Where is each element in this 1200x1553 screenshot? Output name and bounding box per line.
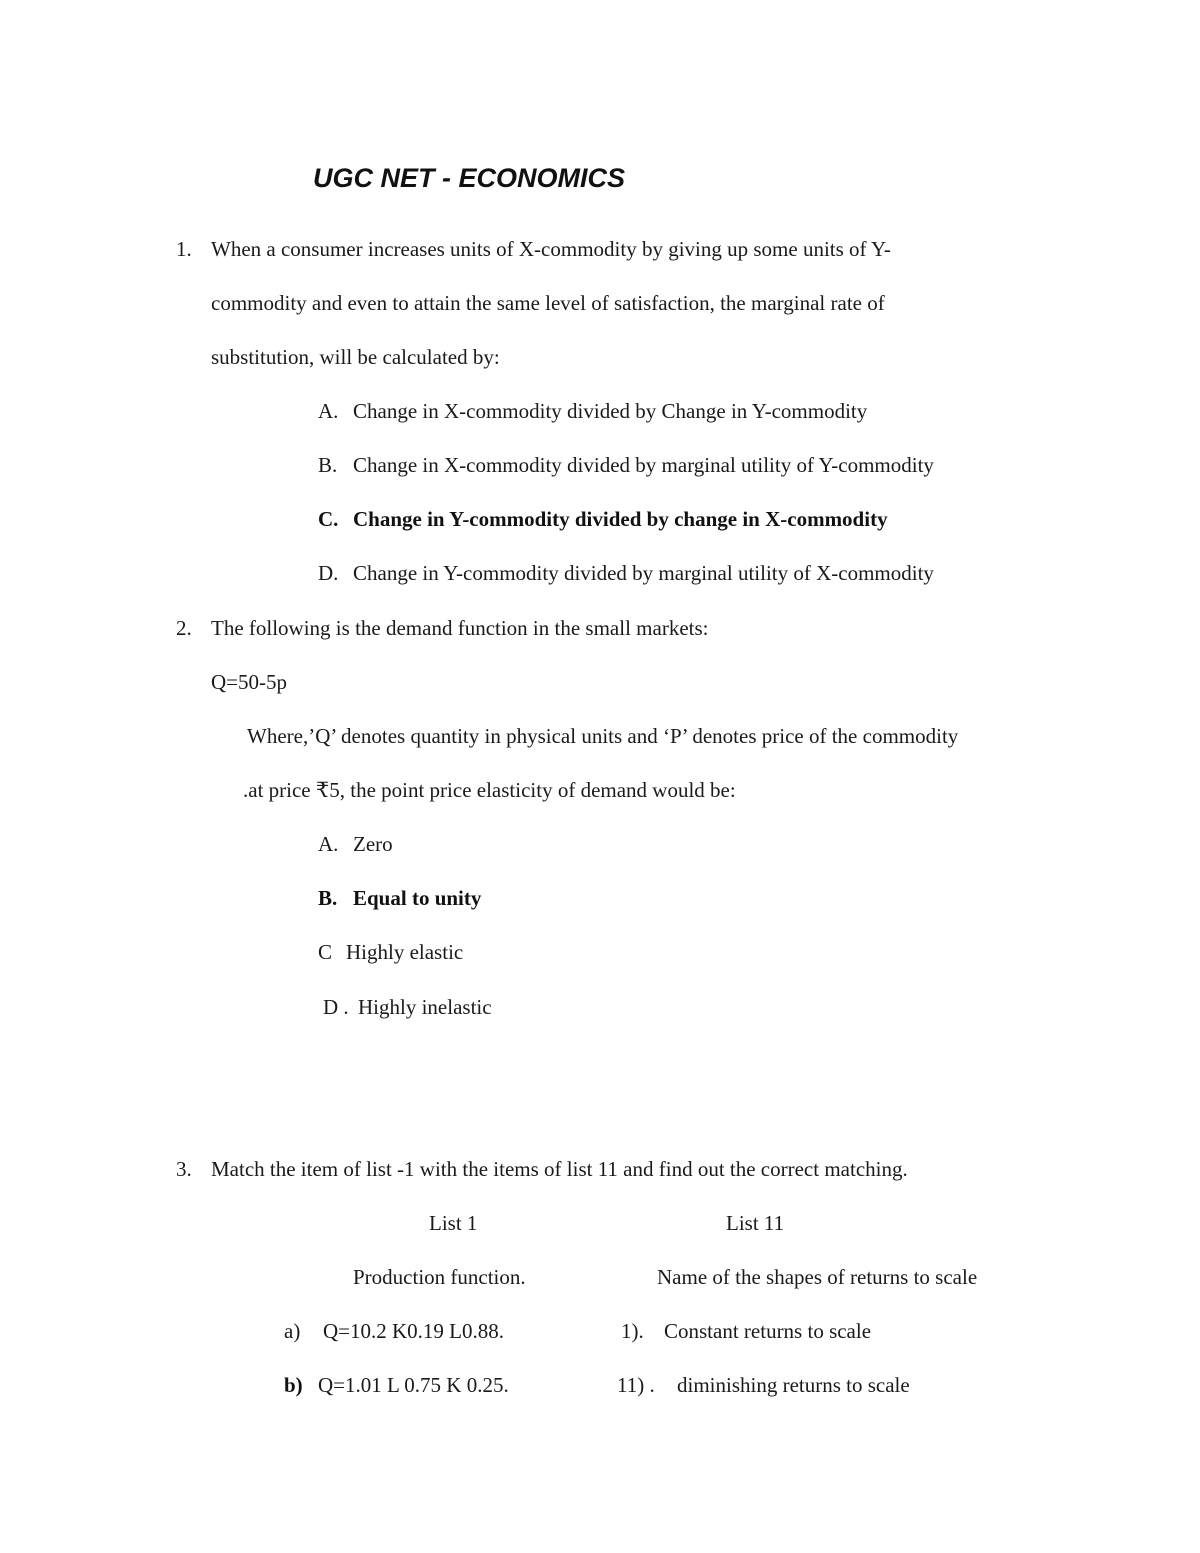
match-row-b-label: b) bbox=[284, 1373, 303, 1397]
q2-option-a-letter: A. bbox=[318, 832, 339, 856]
question-2-line-2: Where,’Q’ denotes quantity in physical units and ‘P’ denotes price of the commodity bbox=[247, 724, 959, 748]
q1-option-d-text: Change in Y-commodity divided by marginal utility of X-commodity bbox=[353, 561, 934, 585]
q2-option-c-text: Highly elastic bbox=[346, 940, 464, 964]
match-row-a-label: a) bbox=[284, 1319, 301, 1343]
list-1-header: List 1 bbox=[429, 1211, 478, 1235]
question-2-line-3: .at price ₹5, the point price elasticity of demand would be: bbox=[243, 778, 736, 802]
match-row-11-label: 11) . bbox=[617, 1373, 655, 1397]
list-1-subheader: Production function. bbox=[353, 1265, 526, 1289]
q2-option-b-text: Equal to unity bbox=[353, 886, 482, 910]
q2-option-d-text: Highly inelastic bbox=[358, 995, 492, 1019]
match-row-1-text: Constant returns to scale bbox=[664, 1319, 872, 1343]
q1-option-b-letter: B. bbox=[318, 453, 338, 477]
match-row-11-text: diminishing returns to scale bbox=[677, 1373, 910, 1397]
question-2-line-1: The following is the demand function in the small markets: bbox=[211, 616, 709, 640]
q1-option-c-letter: C. bbox=[318, 507, 339, 531]
question-3-number: 3. bbox=[176, 1157, 192, 1181]
question-2-equation: Q=50-5p bbox=[211, 670, 288, 694]
question-1-number: 1. bbox=[176, 237, 192, 261]
q1-option-c-text: Change in Y-commodity divided by change in X-commodity bbox=[353, 507, 888, 531]
q2-option-d-letter: D . bbox=[323, 995, 349, 1019]
question-3-line-1: Match the item of list -1 with the items of list 11 and find out the correct matching. bbox=[211, 1157, 908, 1181]
q1-option-a-letter: A. bbox=[318, 399, 339, 423]
match-row-1-label: 1). bbox=[621, 1319, 644, 1343]
q1-option-b-text: Change in X-commodity divided by marginal utility of Y-commodity bbox=[353, 453, 934, 477]
list-2-header: List 11 bbox=[726, 1211, 785, 1235]
q2-option-c-letter: C bbox=[318, 940, 333, 964]
list-2-subheader: Name of the shapes of returns to scale bbox=[657, 1265, 978, 1289]
q1-option-a-text: Change in X-commodity divided by Change in Y-commodity bbox=[353, 399, 868, 423]
question-2-number: 2. bbox=[176, 616, 192, 640]
match-row-a-text: Q=10.2 K0.19 L0.88. bbox=[323, 1319, 505, 1343]
page-title: UGC NET - ECONOMICS bbox=[313, 163, 626, 193]
question-1-line-3: substitution, will be calculated by: bbox=[211, 345, 500, 369]
q2-option-a-text: Zero bbox=[353, 832, 393, 856]
match-row-b-text: Q=1.01 L 0.75 K 0.25. bbox=[318, 1373, 509, 1397]
q2-option-b-letter: B. bbox=[318, 886, 338, 910]
q1-option-d-letter: D. bbox=[318, 561, 339, 585]
question-1-line-2: commodity and even to attain the same level of satisfaction, the marginal rate of bbox=[211, 291, 885, 315]
question-1-line-1: When a consumer increases units of X-commodity by giving up some units of Y- bbox=[211, 237, 891, 261]
